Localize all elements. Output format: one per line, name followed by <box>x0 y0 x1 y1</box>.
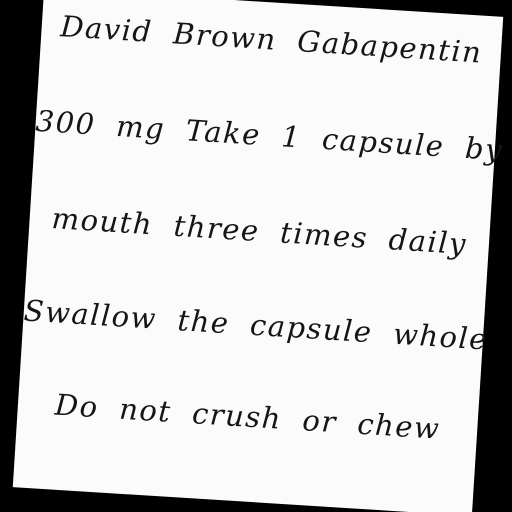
note-line-patient-medication: David Brown Gabapentin <box>59 9 484 70</box>
note-line-instruction-swallow: Swallow the capsule whole <box>22 293 489 357</box>
note-line-dosage: 300 mg Take 1 capsule by <box>34 103 505 168</box>
note-line-frequency: mouth three times daily <box>50 201 468 262</box>
note-line-instruction-crush: Do not crush or chew <box>53 387 442 446</box>
paper-sheet <box>13 0 503 512</box>
